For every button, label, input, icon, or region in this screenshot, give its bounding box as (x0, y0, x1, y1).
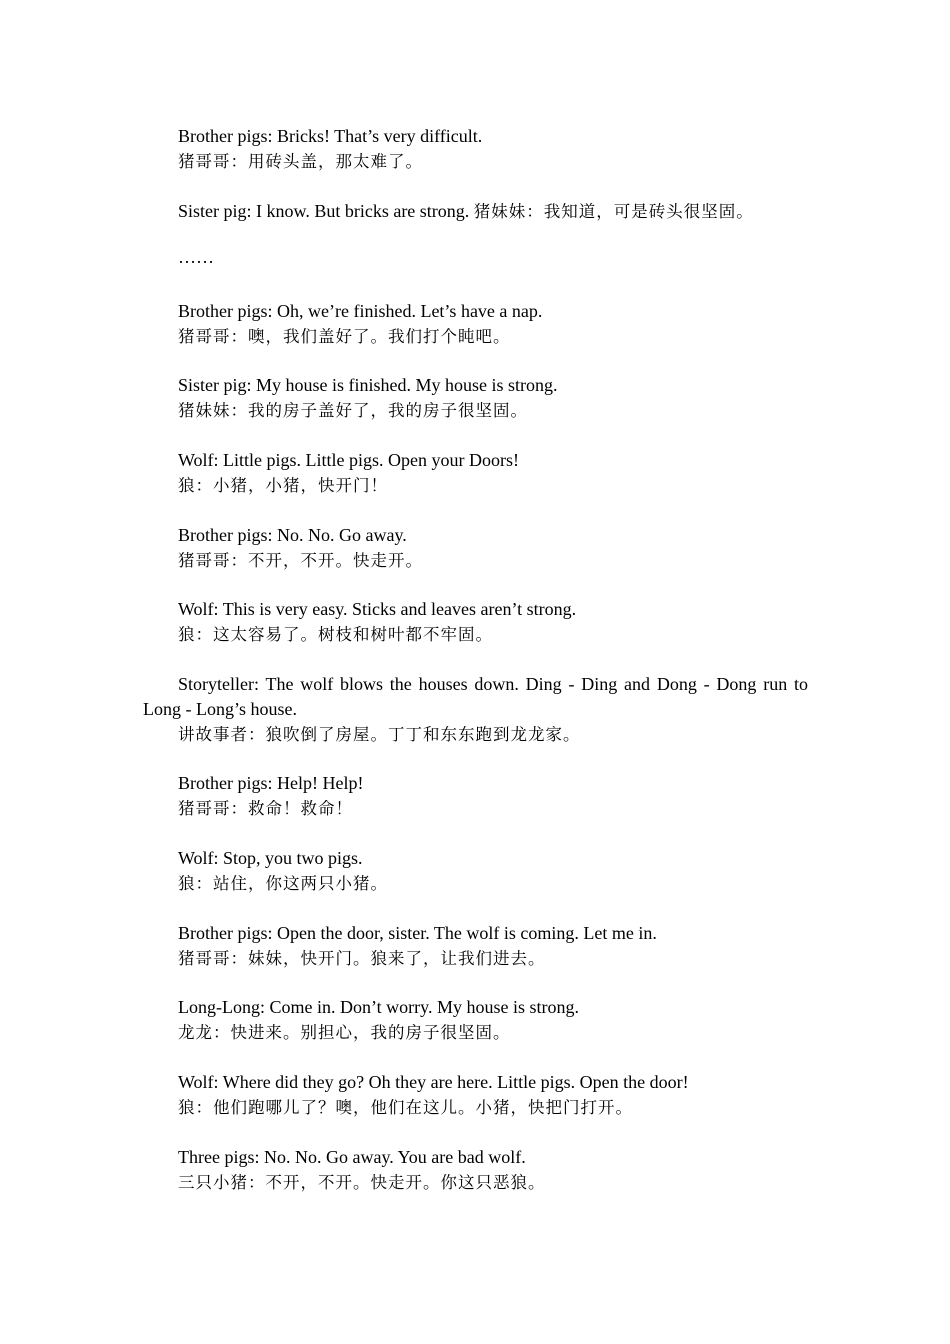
chinese-line: 龙龙：快进来。别担心，我的房子很坚固。 (178, 1023, 511, 1042)
chinese-line: 猪哥哥：不开，不开。快走开。 (178, 551, 423, 570)
dialogue-block-10 (143, 846, 808, 896)
english-line: Brother pigs: Open the door, sister. The wolf is coming. Let me in. (178, 923, 657, 943)
dialogue-block-8 (143, 672, 808, 747)
chinese-line: 猪妹妹：我的房子盖好了，我的房子很坚固。 (178, 401, 528, 420)
dialogue-block-7 (143, 597, 808, 647)
english-line: Brother pigs: Bricks! That’s very difficult. (178, 126, 483, 146)
dialogue-block-4 (143, 373, 808, 423)
chinese-line: 猪哥哥：救命！救命！ (178, 799, 353, 818)
english-line: Long-Long: Come in. Don’t worry. My house is strong. (178, 997, 579, 1017)
dialogue-block-5 (143, 448, 808, 498)
english-line: Brother pigs: Oh, we’re finished. Let’s have a nap. (178, 301, 543, 321)
chinese-line: 狼：他们跑哪儿了？噢，他们在这儿。小猪，快把门打开。 (178, 1098, 633, 1117)
dialogue-block-12 (143, 995, 808, 1045)
chinese-line: 猪哥哥：妹妹，快开门。狼来了，让我们进去。 (178, 949, 546, 968)
ellipsis-block (143, 245, 808, 270)
dialogue-block-1 (143, 124, 808, 174)
english-line: Wolf: Stop, you two pigs. (178, 848, 363, 868)
english-line (143, 199, 808, 224)
chinese-line: 三只小猪：不开，不开。快走开。你这只恶狼。 (178, 1173, 546, 1192)
english-line: Three pigs: No. No. Go away. You are bad wolf. (178, 1147, 526, 1167)
english-line: Storyteller: The wolf blows the houses down. Ding - Ding and Dong - Dong run to Long - Long’s house. (143, 674, 808, 719)
dialogue-block-2 (143, 199, 808, 224)
english-line: Wolf: Where did they go? Oh they are here. Little pigs. Open the door! (178, 1072, 689, 1092)
english-line: Wolf: This is very easy. Sticks and leaves aren’t strong. (178, 599, 577, 619)
chinese-line: 猪哥哥：噢，我们盖好了。我们打个盹吧。 (178, 327, 511, 346)
dialogue-block-11 (143, 921, 808, 971)
english-line: Wolf: Little pigs. Little pigs. Open your Doors! (178, 450, 520, 470)
dialogue-block-13 (143, 1070, 808, 1120)
english-text: Sister pig: I know. But bricks are strong. (178, 201, 470, 221)
chinese-inline-text: 猪妹妹：我知道，可是砖头很坚固。 (473, 202, 754, 221)
chinese-line: 狼：站住，你这两只小猪。 (178, 874, 388, 893)
dialogue-block-3 (143, 299, 808, 349)
dialogue-block-6 (143, 523, 808, 573)
dialogue-block-14 (143, 1145, 808, 1195)
chinese-line: 狼：这太容易了。树枝和树叶都不牢固。 (178, 625, 493, 644)
dialogue-block-9 (143, 771, 808, 821)
chinese-line: 狼：小猪，小猪，快开门！ (178, 476, 388, 495)
english-line: Brother pigs: Help! Help! (178, 773, 364, 793)
english-line: Sister pig: My house is finished. My house is strong. (178, 375, 558, 395)
ellipsis-line: …… (178, 247, 214, 267)
english-line: Brother pigs: No. No. Go away. (178, 525, 407, 545)
chinese-line: 讲故事者：狼吹倒了房屋。丁丁和东东跑到龙龙家。 (178, 725, 581, 744)
chinese-line: 猪哥哥：用砖头盖，那太难了。 (178, 152, 423, 171)
